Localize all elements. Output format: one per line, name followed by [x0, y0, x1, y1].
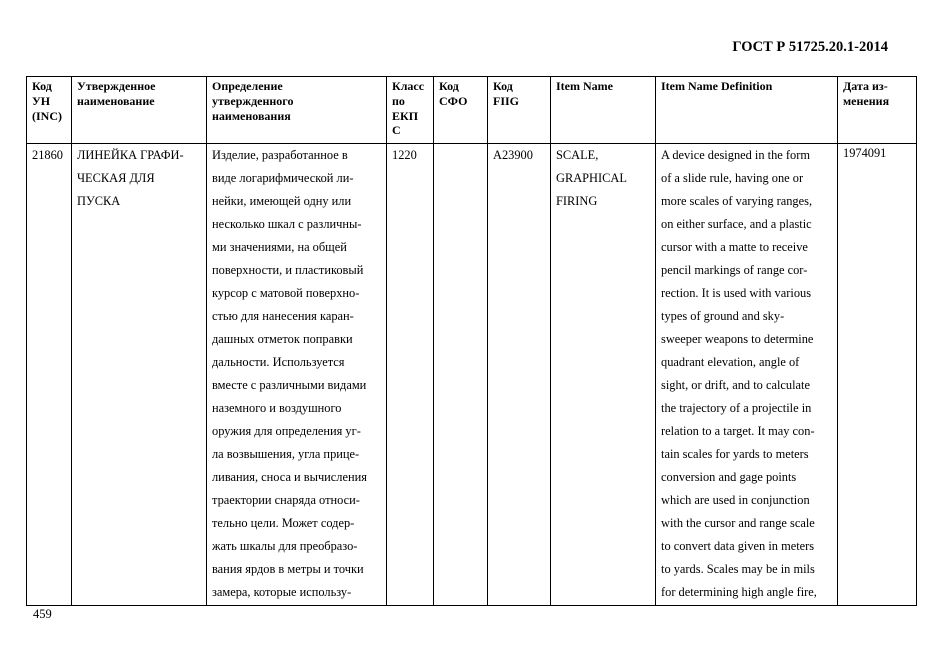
cell-item-definition-line: sight, or drift, and to calculate — [661, 378, 810, 392]
col-header-inc-line: УН — [32, 93, 51, 108]
cell-definition-line: поверхности, и пластиковый — [212, 263, 364, 277]
col-header-change-date-line: Дата из- — [843, 79, 888, 93]
col-header-item-name — [551, 77, 656, 144]
col-header-item-definition — [656, 77, 838, 144]
document-code: ГОСТ Р 51725.20.1-2014 — [732, 39, 888, 55]
cell-item-definition-line: for determining high angle fire, — [661, 585, 817, 599]
cell-approved-name — [72, 144, 207, 606]
cell-definition-line: стью для нанесения каран- — [212, 309, 354, 323]
cell-definition-line: вместе с различными видами — [212, 378, 367, 392]
col-header-class-line: по — [392, 93, 405, 108]
cell-item-definition-line: on either surface, and a plastic — [661, 217, 812, 231]
cell-definition-line: вания ярдов в метры и точки — [212, 562, 364, 576]
col-header-class-line: С — [392, 123, 401, 138]
cell-approved-name-line: ЧЕСКАЯ ДЛЯ — [77, 171, 155, 185]
cell-definition-line: тельно цели. Может содер- — [212, 516, 355, 530]
cell-approved-name-line: ПУСКА — [77, 194, 121, 208]
cell-class: 1220 — [387, 144, 434, 606]
header-row — [27, 77, 917, 144]
cell-definition — [207, 144, 387, 606]
cell-item-name-line: FIRING — [556, 194, 598, 208]
cell-definition-line: Изделие, разработанное в — [212, 148, 348, 162]
col-header-class-line: ЕКП — [392, 108, 419, 123]
col-header-fiig-line: FIIG — [493, 93, 520, 108]
cell-definition-line: ми значениями, на общей — [212, 240, 347, 254]
cell-item-definition-line: with the cursor and range scale — [661, 516, 815, 530]
col-header-approved-name-line: Утвержденное — [77, 79, 156, 93]
cell-item-definition-line: relation to a target. It may con- — [661, 424, 815, 438]
table-row — [27, 144, 917, 606]
col-header-class-line: Класс — [392, 79, 425, 93]
cell-definition-line: дальности. Используется — [212, 355, 345, 369]
cell-definition-line: нейки, имеющей одну или — [212, 194, 352, 208]
catalog-table — [26, 76, 917, 606]
cell-item-name-line: SCALE, — [556, 148, 599, 162]
col-header-change-date-line: менения — [843, 93, 890, 108]
col-header-item-definition-line: Item Name Definition — [661, 79, 773, 93]
cell-definition-line: ла возвышения, угла прице- — [212, 447, 360, 461]
cell-definition-line: наземного и воздушного — [212, 401, 342, 415]
cell-item-definition-line: to convert data given in meters — [661, 539, 815, 553]
cell-inc: 21860 — [27, 144, 72, 606]
cell-definition-line: жать шкалы для преобразо- — [212, 539, 358, 553]
cell-item-definition-line: quadrant elevation, angle of — [661, 355, 800, 369]
cell-definition-line: ливания, сноса и вычисления — [212, 470, 367, 484]
cell-definition-line: оружия для определения уг- — [212, 424, 361, 438]
cell-item-definition — [656, 144, 838, 606]
cell-approved-name-line: ЛИНЕЙКА ГРАФИ- — [77, 148, 184, 162]
cell-item-definition-line: conversion and gage points — [661, 470, 797, 484]
cell-change-date: 1974091 — [838, 144, 917, 606]
col-header-inc-line: (INC) — [32, 108, 62, 123]
cell-item-definition-line: cursor with a matte to receive — [661, 240, 808, 254]
col-header-definition-line: Определение — [212, 79, 283, 93]
col-header-definition-line: утвержденного — [212, 93, 294, 108]
cell-item-definition-line: the trajectory of a projectile in — [661, 401, 812, 415]
cell-item-definition-line: rection. It is used with various — [661, 286, 812, 300]
cell-item-name-line: GRAPHICAL — [556, 171, 627, 185]
page-number: 459 — [33, 607, 52, 621]
cell-definition-line: замера, которые использу- — [212, 585, 352, 599]
cell-item-definition-line: types of ground and sky- — [661, 309, 785, 323]
col-header-inc-line: Код — [32, 79, 52, 93]
cell-item-definition-line: tain scales for yards to meters — [661, 447, 809, 461]
cell-fiig: A23900 — [488, 144, 551, 606]
cell-definition-line: виде логарифмической ли- — [212, 171, 354, 185]
col-header-change-date — [838, 77, 917, 144]
col-header-sfo-line: Код — [439, 79, 459, 93]
cell-item-definition-line: which are used in conjunction — [661, 493, 810, 507]
col-header-item-name-line: Item Name — [556, 79, 613, 93]
col-header-definition-line: наименования — [212, 108, 291, 123]
cell-definition-line: траектории снаряда относи- — [212, 493, 360, 507]
cell-definition-line: курсор с матовой поверхно- — [212, 286, 360, 300]
col-header-fiig-line: Код — [493, 79, 513, 93]
cell-sfo — [434, 144, 488, 606]
cell-definition-line: дашных отметок поправки — [212, 332, 353, 346]
cell-item-definition-line: pencil markings of range cor- — [661, 263, 808, 277]
cell-item-name — [551, 144, 656, 606]
col-header-definition — [207, 77, 387, 144]
col-header-inc — [27, 77, 72, 144]
cell-definition-line: несколько шкал с различны- — [212, 217, 362, 231]
cell-item-definition-line: A device designed in the form — [661, 148, 810, 162]
col-header-fiig — [488, 77, 551, 144]
cell-item-definition-line: more scales of varying ranges, — [661, 194, 813, 208]
col-header-approved-name-line: наименование — [77, 93, 155, 108]
col-header-sfo-line: СФО — [439, 93, 468, 108]
col-header-class — [387, 77, 434, 144]
cell-item-definition-line: to yards. Scales may be in mils — [661, 562, 815, 576]
cell-item-definition-line: of a slide rule, having one or — [661, 171, 804, 185]
cell-item-definition-line: sweeper weapons to determine — [661, 332, 814, 346]
col-header-sfo — [434, 77, 488, 144]
col-header-approved-name — [72, 77, 207, 144]
